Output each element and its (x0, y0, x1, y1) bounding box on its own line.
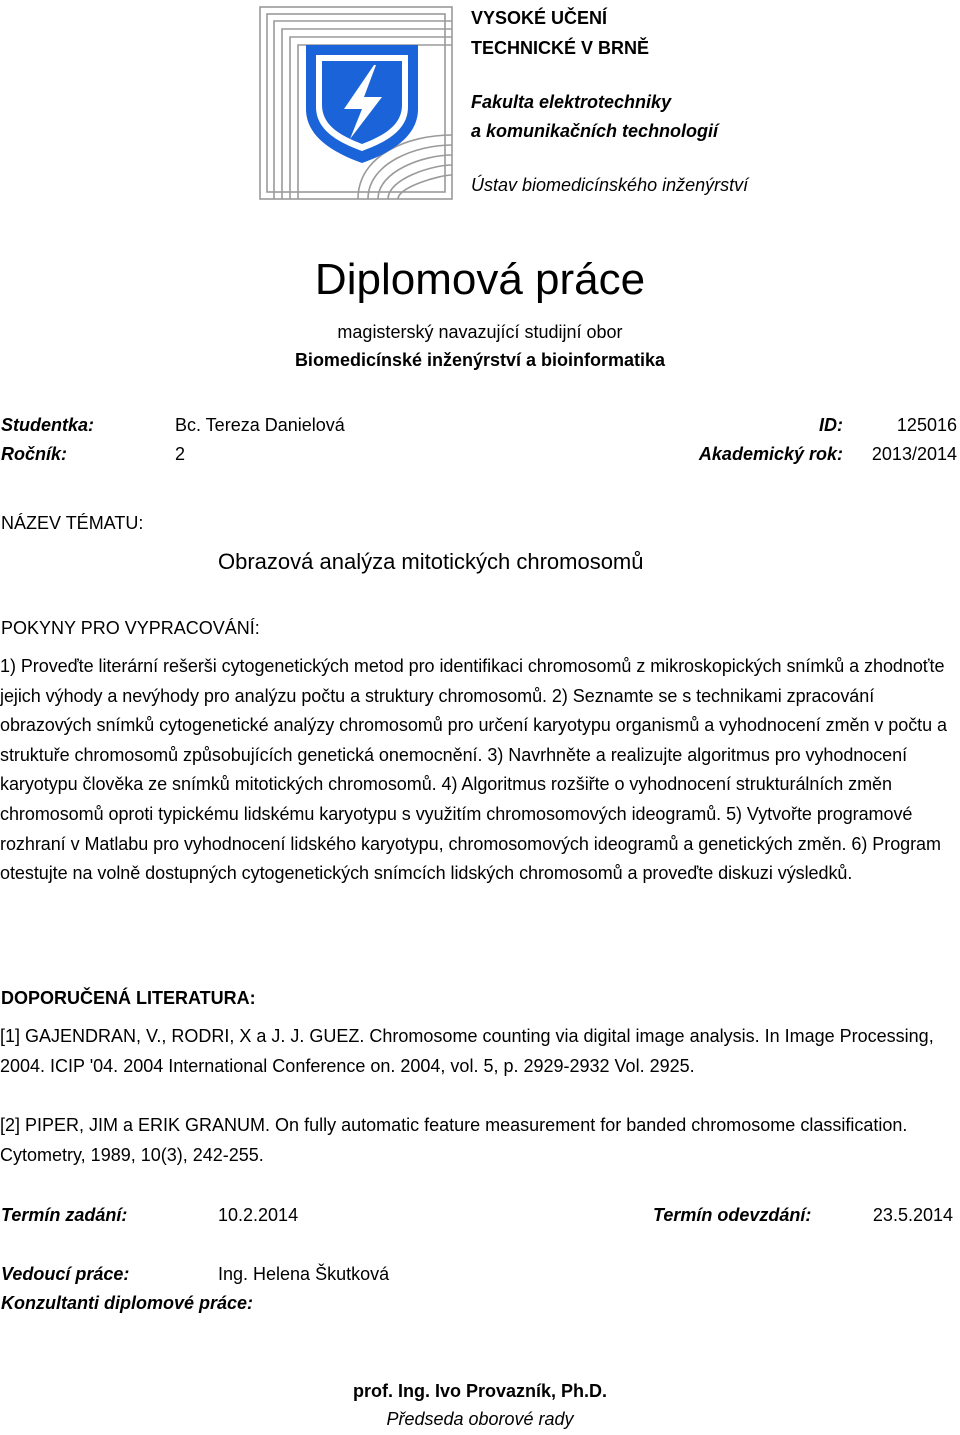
chair-role: Předseda oborové rady (386, 1409, 574, 1429)
due-date-label: Termín odevzdání: (653, 1205, 812, 1225)
university-logo (258, 5, 454, 201)
supervisor-label: Vedoucí práce: (1, 1264, 130, 1284)
year-value: 2 (175, 444, 186, 464)
topic-label: NÁZEV TÉMATU: (1, 513, 144, 533)
academic-year-value: 2013/2014 (871, 444, 957, 464)
year-label: Ročník: (1, 444, 68, 464)
page-title: Diplomová práce (314, 255, 646, 304)
literature-ref-2: [2] PIPER, JIM a ERIK GRANUM. On fully automatic feature measurement for banded chromosome classification. Cytometry, 1989, 10(3), 242-255. (0, 1115, 908, 1165)
academic-year-label: Akademický rok: (698, 444, 843, 464)
department-name: Ústav biomedicínského inženýrství (471, 175, 749, 195)
faculty-line1: Fakulta elektrotechniky (471, 92, 672, 112)
assigned-date-label: Termín zadání: (1, 1205, 128, 1225)
instructions-text: 1) Proveďte literární rešerši cytogenetických metod pro identifikaci chromosomů z mikroskopických snímků a zhodnoťte jejich výhody a nevýhody pro analýzu počtu a struktury chromosomů. 2) Seznamte se s technikami zpracování obrazových snímků cytogenetické analýzy chromosomů pro určení karyotypu organismů a vyhodnocení změn v počtu a struktuře chromosomů způsobujících genetická onemocnění. 3) Navrhněte a realizujte algoritmus pro vyhodnocení karyotypu člověka ze snímků mitotických chromosomů. 4) Algoritmus rozšiřte o vyhodnocení strukturálních změn chromosomů oproti typickému lidskému karyotypu s využitím chromosomových ideogramů. 5) Vytvořte programové rozhraní v Matlabu pro vyhodnocení lidského karyotypu, chromosomových ideogramů a genetických změn. 6) Program otestujte na volně dostupných cytogenetických snímcích lidských chromosomů a proveďte diskuzi výsledků. (0, 656, 947, 884)
assigned-date: 10.2.2014 (218, 1205, 299, 1225)
chair-name: prof. Ing. Ivo Provazník, Ph.D. (352, 1381, 608, 1401)
university-name-line2: TECHNICKÉ V BRNĚ (471, 38, 650, 58)
supervisor-name: Ing. Helena Škutková (218, 1264, 390, 1284)
literature-label: DOPORUČENÁ LITERATURA: (1, 988, 256, 1008)
literature-ref-1: [1] GAJENDRAN, V., RODRI, X a J. J. GUEZ. Chromosome counting via digital image analysis. In Image Processing, 2004. ICIP '04. 2004 International Conference on. 2004, vol. 5, p. 2929-2932 Vol. 2925. (0, 1026, 934, 1076)
student-name: Bc. Tereza Danielová (175, 415, 345, 435)
faculty-line2: a komunikačních technologií (471, 121, 719, 141)
instructions-label: POKYNY PRO VYPRACOVÁNÍ: (1, 618, 260, 638)
student-id-label: ID: (819, 415, 843, 435)
program-type: magisterský navazující studijní obor (337, 322, 623, 342)
consultants-label: Konzultanti diplomové práce: (1, 1293, 254, 1313)
due-date: 23.5.2014 (872, 1205, 953, 1225)
program-field: Biomedicínské inženýrství a bioinformatika (294, 350, 666, 370)
student-label: Studentka: (1, 415, 95, 435)
topic-title: Obrazová analýza mitotických chromosomů (218, 549, 644, 574)
university-name-line1: VYSOKÉ UČENÍ (471, 8, 608, 28)
student-id: 125016 (896, 415, 957, 435)
